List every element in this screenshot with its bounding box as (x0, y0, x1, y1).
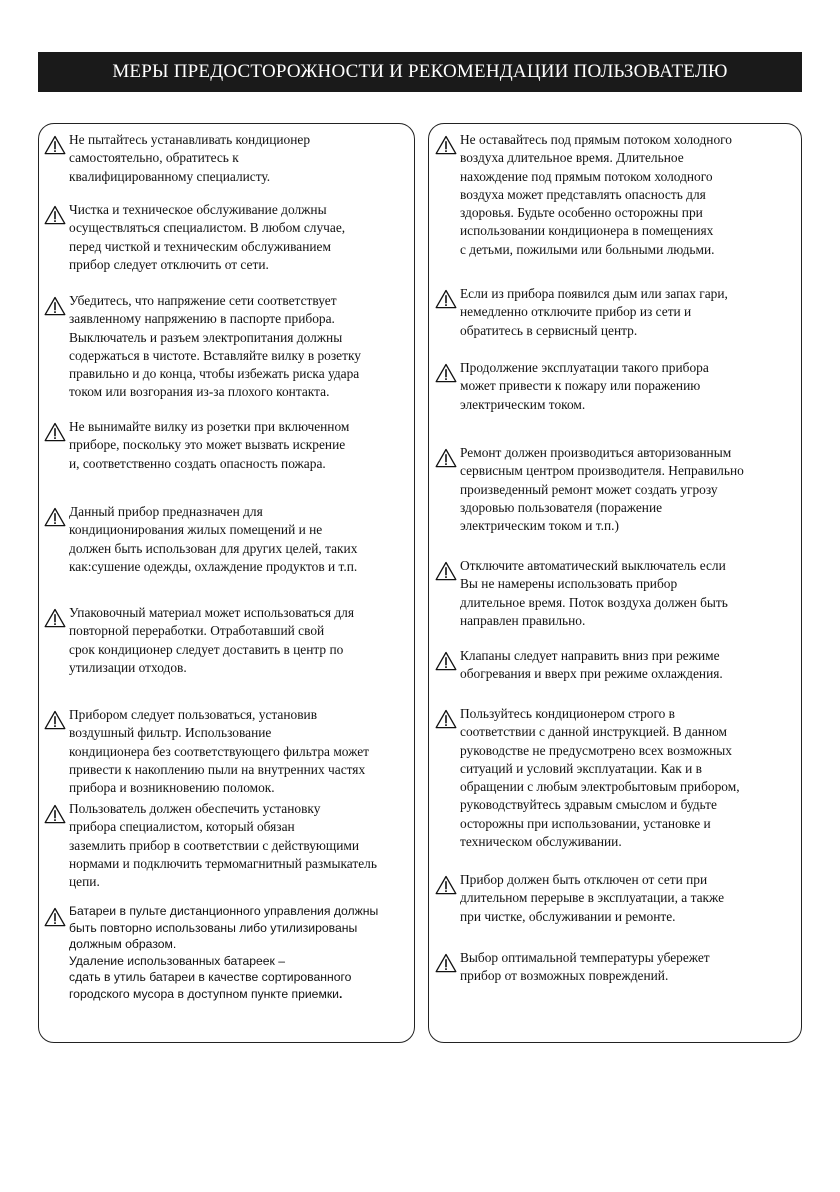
warning-triangle-icon (435, 875, 457, 895)
warning-text: Убедитесь, что напряжение сети соответствует заявленному напряжению в паспорте прибора. Выключатель и разъем электропитания должны содержаться в чистоте. Вставляйте вилку в розетку правильно и до конца, чтобы избежать риска удара током или возгорания из-за плохого контакта. (69, 293, 361, 400)
page-title: МЕРЫ ПРЕДОСТОРОЖНОСТИ И РЕКОМЕНДАЦИИ ПОЛЬЗОВАТЕЛЮ (38, 52, 802, 92)
warning-triangle-icon (44, 205, 66, 225)
warning-text: Клапаны следует направить вниз при режиме обогревания и вверх при режиме охлаждения. (460, 648, 723, 682)
warning-triangle-icon (44, 710, 66, 730)
warning-triangle-icon (44, 135, 66, 155)
warning-text: Продолжение эксплуатации такого прибора может привести к пожару или поражению электрическим током. (460, 360, 709, 412)
warning-triangle-icon (435, 289, 457, 309)
warning-item (44, 503, 357, 576)
warning-item (435, 444, 744, 535)
warning-text: Пользуйтесь кондиционером строго в соответствии с данной инструкцией. В данном руководстве не предусмотрено всех возможных ситуаций и условий эксплуатации. Как и в обращении с любым электробытовым прибором, руководствуйтесь здравым смыслом и будьте осторожны при использовании, установке и техническом обслуживании. (460, 706, 740, 850)
warning-item (44, 706, 369, 797)
warning-item (435, 871, 724, 926)
warning-triangle-icon (44, 296, 66, 316)
warning-text: Упаковочный материал может использоваться для повторной переработки. Отработавший свой срок кондиционер следует доставить в центр по утилизации отходов. (69, 605, 354, 675)
warning-triangle-icon (435, 561, 457, 581)
warning-text: Не вынимайте вилку из розетки при включенном приборе, поскольку это может вызвать искрение и, соответственно создать опасность пожара. (69, 419, 350, 471)
warning-text: Прибором следует пользоваться, установив воздушный фильтр. Использование кондиционера без соответствующего фильтра может привести к накоплению пыли на внутренних частях прибора и возникновению поломок. (69, 707, 370, 796)
warning-text: Если из прибора появился дым или запах гари, немедленно отключите прибор из сети и обратитесь в сервисный центр. (460, 286, 728, 338)
warning-item (44, 292, 361, 402)
warning-text: Не пытайтесь устанавливать кондиционер самостоятельно, обратитесь к квалифицированному специалисту. (69, 132, 311, 184)
warning-text: Пользователь должен обеспечить установку прибора специалистом, который обязан заземлить прибор в соответствии с действующими нормами и подключить термомагнитный размыкатель цепи. (69, 801, 377, 890)
warning-triangle-icon (44, 804, 66, 824)
warning-text (69, 903, 378, 1002)
warning-triangle-icon (44, 907, 66, 927)
battery-note-end: . (338, 986, 343, 1001)
warning-item (44, 201, 345, 274)
warning-item (435, 557, 728, 630)
warning-triangle-icon (435, 363, 457, 383)
warning-triangle-icon (44, 422, 66, 442)
warning-text: Не оставайтесь под прямым потоком холодного воздуха длительное время. Длительное нахождение под прямым потоком холодного воздуха может представлять опасность для здоровья. Будьте особенно осторожны при использовании кондиционера в помещениях с детьми, пожилыми или больными людьми. (460, 132, 732, 257)
warning-triangle-icon (435, 709, 457, 729)
warning-text: Прибор должен быть отключен от сети при длительном перерыве в эксплуатации, а также при чистке, обслуживании и ремонте. (460, 872, 725, 924)
warning-triangle-icon (435, 135, 457, 155)
warning-triangle-icon (44, 507, 66, 527)
warning-item (44, 131, 310, 186)
warning-triangle-icon (435, 448, 457, 468)
warning-triangle-icon (435, 953, 457, 973)
warning-triangle-icon (435, 651, 457, 671)
warning-item (435, 647, 723, 684)
warning-item (435, 705, 740, 851)
warning-item (435, 949, 710, 986)
battery-note-text: Батареи в пульте дистанционного управления должны быть повторно использованы либо утилизированы должным образом. Удаление использованных батареек – сдать в утиль батареи в качестве сортированного городского мусора в доступном пункте приемки (69, 904, 379, 1001)
warning-item (44, 604, 354, 677)
warning-text: Данный прибор предназначен для кондиционирования жилых помещений и не должен быть использован для других целей, таких как:сушение одежды, охлаждение продуктов и т.п. (69, 504, 358, 574)
warning-item (435, 359, 709, 414)
warning-text: Ремонт должен производиться авторизованным сервисным центром производителя. Неправильно произведенный ремонт может создать угрозу здоровью пользователя (поражение электрическим током и т.п.) (460, 445, 744, 534)
warning-item (44, 903, 378, 1002)
warning-item (435, 131, 732, 259)
warning-text: Чистка и техническое обслуживание должны осуществляться специалистом. В любом случае, перед чисткой и техническим обслуживанием прибор следует отключить от сети. (69, 202, 346, 272)
warning-text: Отключите автоматический выключатель если Вы не намерены использовать прибор длительное время. Поток воздуха должен быть направлен правильно. (460, 558, 728, 628)
warning-text: Выбор оптимальной температуры убережет прибор от возможных повреждений. (460, 950, 710, 984)
warning-item (44, 800, 377, 891)
warning-item (435, 285, 728, 340)
warning-item (44, 418, 349, 473)
warning-triangle-icon (44, 608, 66, 628)
